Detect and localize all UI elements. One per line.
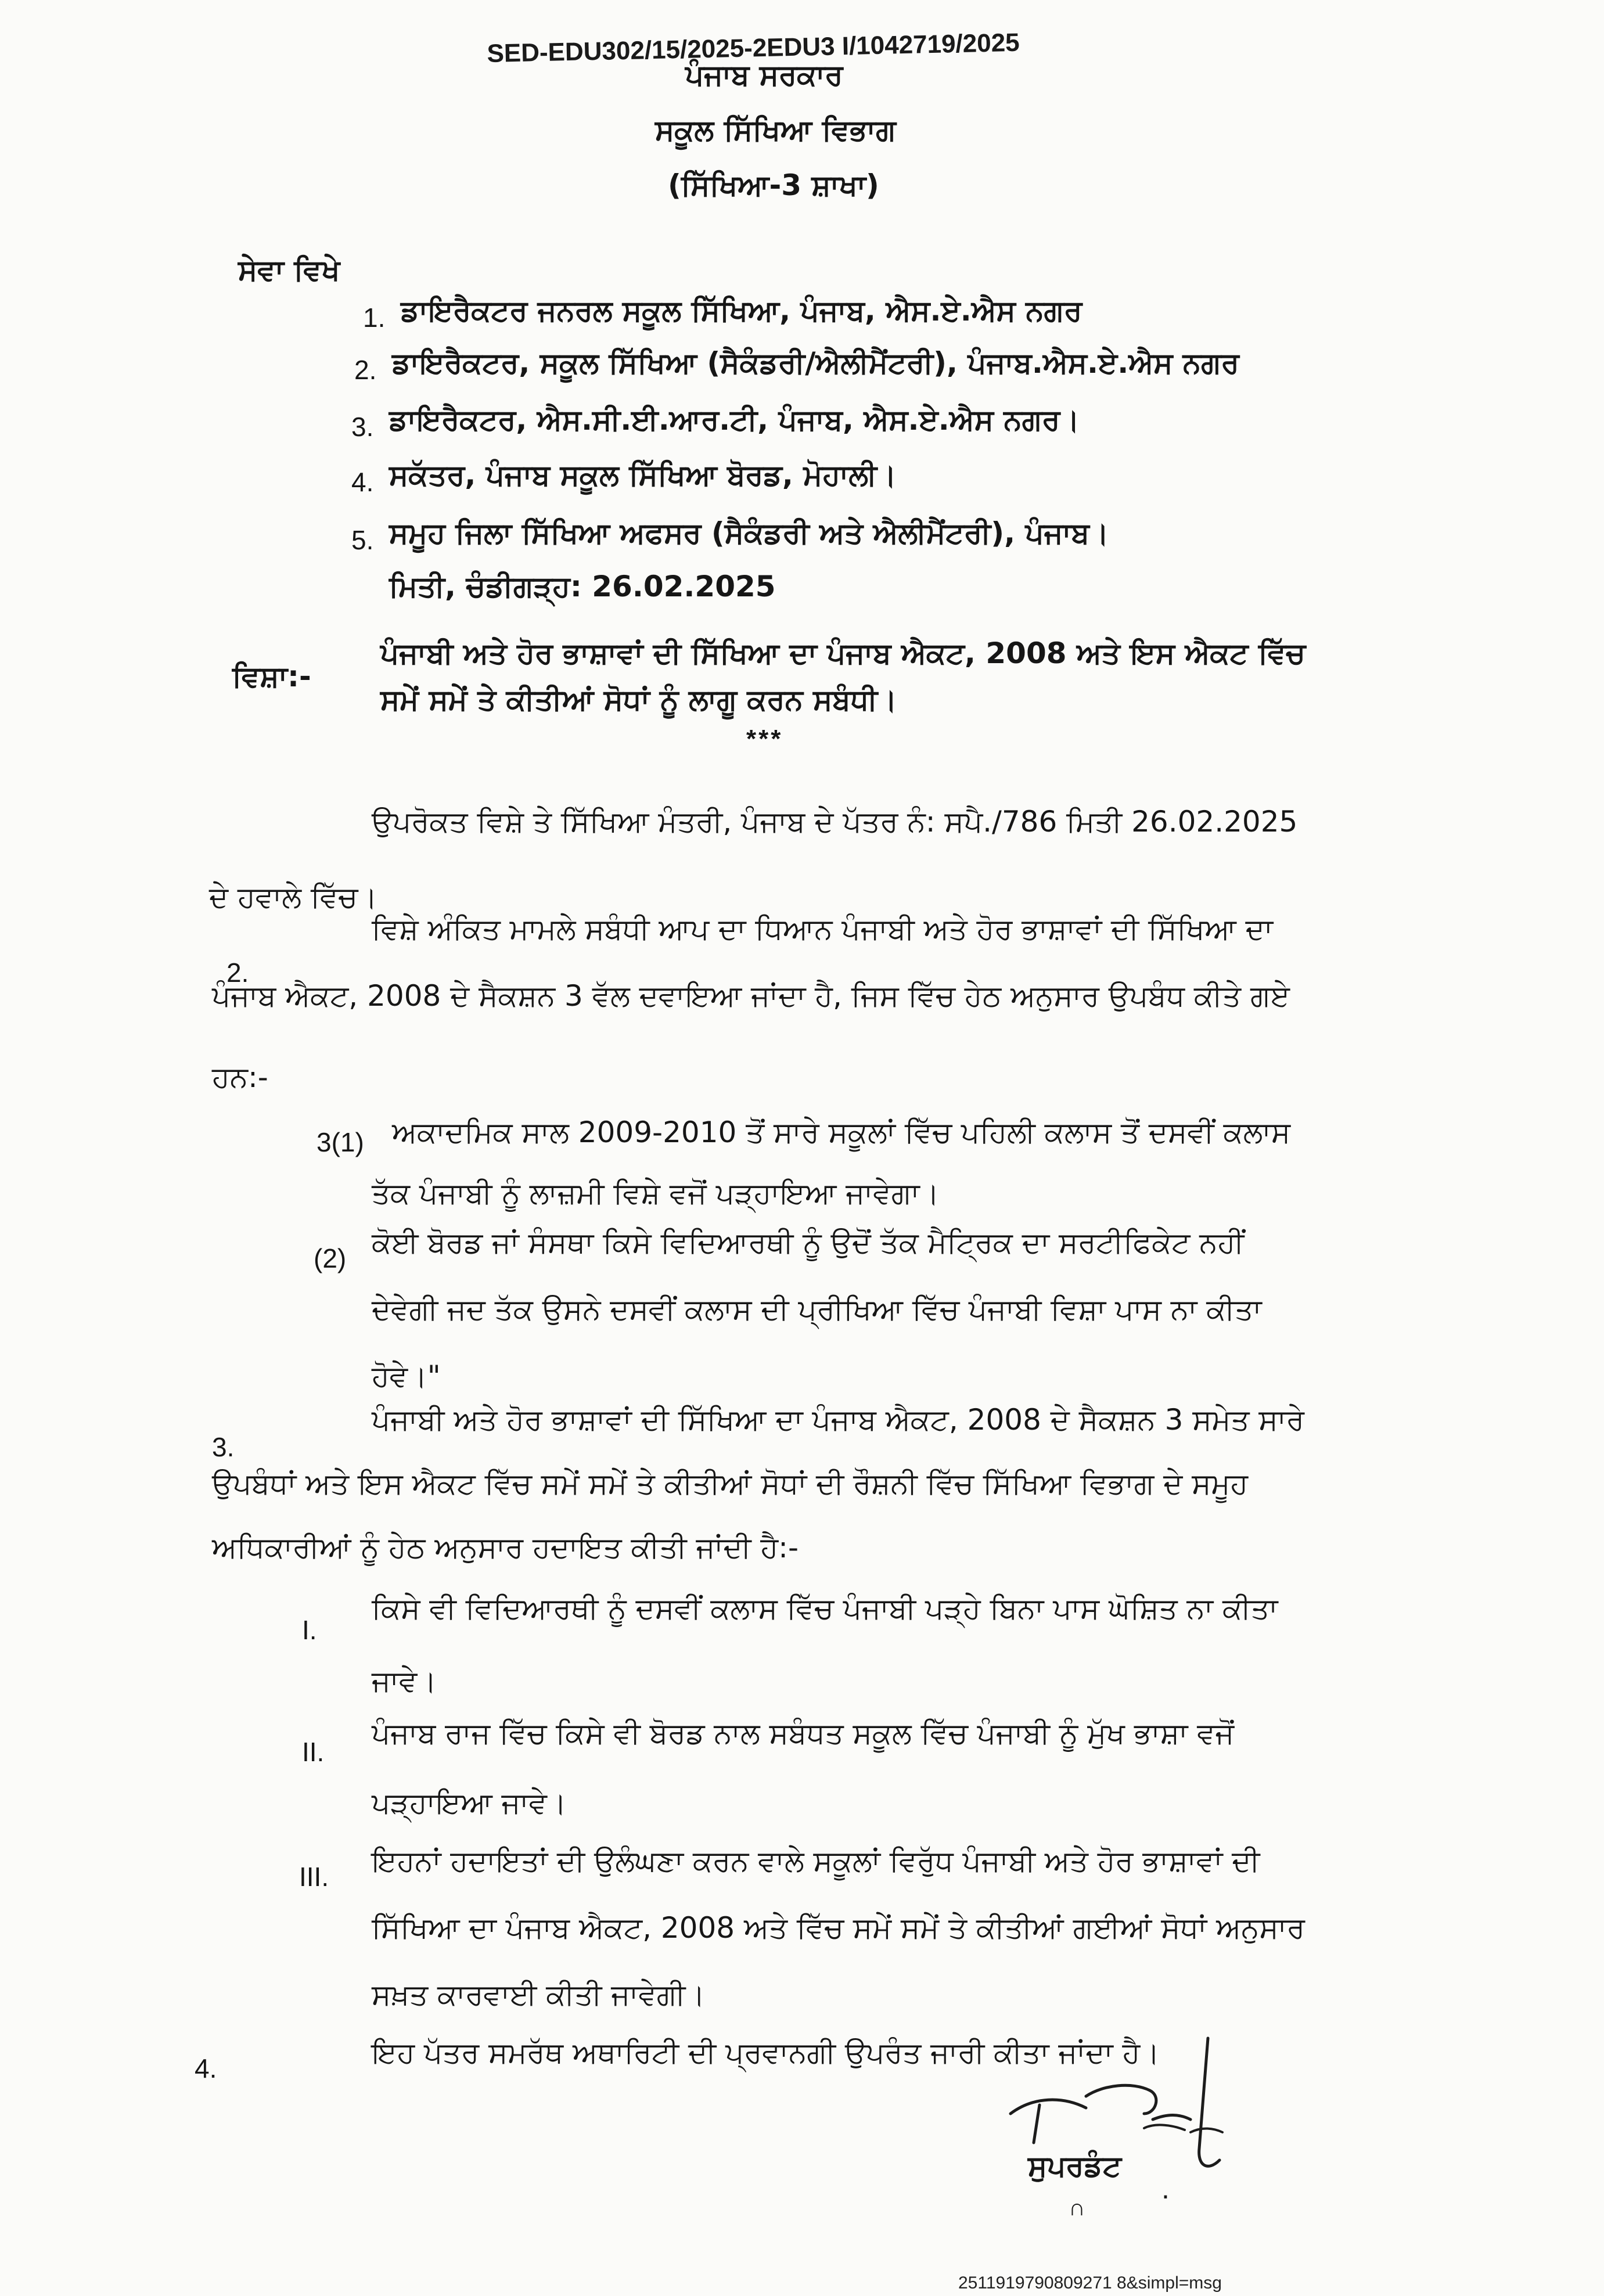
signatory-designation: ਸੁਪਰਡੰਟ bbox=[1028, 2149, 1122, 2183]
department-heading: ਸਕੂਲ ਸਿੱਖਿਆ ਵਿਭਾਗ bbox=[655, 113, 896, 147]
addressee-number: 1. bbox=[363, 303, 386, 333]
addressee-number: 5. bbox=[351, 525, 374, 555]
addressee-number: 3. bbox=[351, 412, 374, 442]
branch-heading: (ਸਿੱਖਿਆ-3 ਸ਼ਾਖਾ) bbox=[668, 168, 879, 202]
section-number: (2) bbox=[314, 1243, 347, 1273]
instruction-line: ਇਹਨਾਂ ਹਦਾਇਤਾਂ ਦੀ ਉਲੰਘਣਾ ਕਰਨ ਵਾਲੇ ਸਕੂਲਾਂ ਵਿਰੁੱਧ ਪੰਜਾਬੀ ਅਤੇ ਹੋਰ ਭਾਸ਼ਾਵਾਂ ਦੀ bbox=[372, 1844, 1260, 1878]
paragraph-1-line: ਦੇ ਹਵਾਲੇ ਵਿੱਚ। bbox=[209, 880, 377, 914]
footer-code: 2511919790809271 8&simpl=msg bbox=[958, 2273, 1222, 2293]
addressee-item: ਡਾਇਰੈਕਟਰ ਜਨਰਲ ਸਕੂਲ ਸਿੱਖਿਆ, ਪੰਜਾਬ, ਐਸ.ਏ.ਐਸ ਨਗਰ bbox=[401, 294, 1082, 328]
section-3-1-line: ਤੱਕ ਪੰਜਾਬੀ ਨੂੰ ਲਾਜ਼ਮੀ ਵਿਸ਼ੇ ਵਜੋਂ ਪੜ੍ਹਾਇਆ ਜਾਵੇਗਾ। bbox=[372, 1176, 940, 1210]
signature-mark: . bbox=[1161, 2172, 1170, 2205]
instruction-line: ਜਾਵੇ। bbox=[372, 1664, 437, 1698]
government-heading: ਪੰਜਾਬ ਸਰਕਾਰ bbox=[685, 58, 843, 92]
subject-line: ਸਮੇਂ ਸਮੇਂ ਤੇ ਕੀਤੀਆਂ ਸੋਧਾਂ ਨੂੰ ਲਾਗੂ ਕਰਨ ਸਬੰਧੀ। bbox=[380, 683, 897, 717]
paragraph-3-line: ਅਧਿਕਾਰੀਆਂ ਨੂੰ ਹੇਠ ਅਨੁਸਾਰ ਹਦਾਇਤ ਕੀਤੀ ਜਾਂਦੀ ਹੈ:- bbox=[212, 1531, 799, 1564]
addressee-item: ਡਾਇਰੈਕਟਰ, ਐਸ.ਸੀ.ਈ.ਆਰ.ਟੀ, ਪੰਜਾਬ, ਐਸ.ਏ.ਐਸ ਨਗਰ। bbox=[389, 403, 1080, 437]
paragraph-4-number: 4. bbox=[195, 2053, 217, 2083]
addressee-number: 4. bbox=[351, 467, 374, 497]
addressee-intro: ਸੇਵਾ ਵਿਖੇ bbox=[238, 253, 340, 287]
letter-date: ਮਿਤੀ, ਚੰਡੀਗੜ੍ਹ: 26.02.2025 bbox=[389, 570, 776, 603]
paragraph-3-line: ਉਪਬੰਧਾਂ ਅਤੇ ਇਸ ਐਕਟ ਵਿੱਚ ਸਮੇਂ ਸਮੇਂ ਤੇ ਕੀਤੀਆਂ ਸੋਧਾਂ ਦੀ ਰੌਸ਼ਨੀ ਵਿੱਚ ਸਿੱਖਿਆ ਵਿਭਾਗ ਦੇ ਸਮੂਹ bbox=[212, 1467, 1249, 1500]
instruction-line: ਸਿੱਖਿਆ ਦਾ ਪੰਜਾਬ ਐਕਟ, 2008 ਅਤੇ ਵਿੱਚ ਸਮੇਂ ਸਮੇਂ ਤੇ ਕੀਤੀਆਂ ਗਈਆਂ ਸੋਧਾਂ ਅਨੁਸਾਰ bbox=[372, 1911, 1305, 1945]
instruction-number: I. bbox=[302, 1615, 317, 1645]
reference-number: SED-EDU302/15/2025-2EDU3 I/1042719/2025 bbox=[487, 28, 1020, 68]
paragraph-4-line: ਇਹ ਪੱਤਰ ਸਮਰੱਥ ਅਥਾਰਿਟੀ ਦੀ ਪ੍ਰਵਾਨਗੀ ਉਪਰੰਤ ਜਾਰੀ ਕੀਤਾ ਜਾਂਦਾ ਹੈ। bbox=[372, 2036, 1160, 2070]
section-3-2-line: ਦੇਵੇਗੀ ਜਦ ਤੱਕ ਉਸਨੇ ਦਸਵੀਂ ਕਲਾਸ ਦੀ ਪ੍ਰੀਖਿਆ ਵਿੱਚ ਪੰਜਾਬੀ ਵਿਸ਼ਾ ਪਾਸ ਨਾ ਕੀਤਾ bbox=[372, 1293, 1262, 1326]
addressee-item: ਡਾਇਰੈਕਟਰ, ਸਕੂਲ ਸਿੱਖਿਆ (ਸੈਕੰਡਰੀ/ਐਲੀਮੈਂਟਰੀ), ਪੰਜਾਬ.ਐਸ.ਏ.ਐਸ ਨਗਰ bbox=[392, 346, 1239, 380]
section-number: 3(1) bbox=[317, 1127, 364, 1157]
subject-label: ਵਿਸ਼ਾ:- bbox=[232, 660, 311, 693]
section-3-2-line: ਹੋਵੇ।" bbox=[372, 1359, 441, 1393]
paragraph-2-number: 2. bbox=[226, 958, 249, 988]
addressee-number: 2. bbox=[354, 355, 377, 385]
instruction-line: ਕਿਸੇ ਵੀ ਵਿਦਿਆਰਥੀ ਨੂੰ ਦਸਵੀਂ ਕਲਾਸ ਵਿੱਚ ਪੰਜਾਬੀ ਪੜ੍ਹੇ ਬਿਨਾ ਪਾਸ ਘੋਸ਼ਿਤ ਨਾ ਕੀਤਾ bbox=[372, 1592, 1278, 1625]
addressee-item: ਸਕੱਤਰ, ਪੰਜਾਬ ਸਕੂਲ ਸਿੱਖਿਆ ਬੋਰਡ, ਮੋਹਾਲੀ। bbox=[389, 458, 897, 492]
paragraph-1-line: ਉਪਰੋਕਤ ਵਿਸ਼ੇ ਤੇ ਸਿੱਖਿਆ ਮੰਤਰੀ, ਪੰਜਾਬ ਦੇ ਪੱਤਰ ਨੰ: ਸਪੈ./786 ਮਿਤੀ 26.02.2025 bbox=[372, 805, 1298, 838]
section-3-2-line: ਕੋਈ ਬੋਰਡ ਜਾਂ ਸੰਸਥਾ ਕਿਸੇ ਵਿਦਿਆਰਥੀ ਨੂੰ ਉਦੋਂ ਤੱਕ ਮੈਟ੍ਰਿਕ ਦਾ ਸਰਟੀਫਿਕੇਟ ਨਹੀਂ bbox=[372, 1226, 1245, 1259]
paragraph-3-number: 3. bbox=[212, 1432, 235, 1462]
instruction-number: II. bbox=[302, 1737, 325, 1767]
instruction-number: III. bbox=[299, 1862, 329, 1892]
addressee-item: ਸਮੂਹ ਜਿਲਾ ਸਿੱਖਿਆ ਅਫਸਰ (ਸੈਕੰਡਰੀ ਅਤੇ ਐਲੀਮੈਂਟਰੀ), ਪੰਜਾਬ। bbox=[389, 516, 1109, 550]
paragraph-2-line: ਪੰਜਾਬ ਐਕਟ, 2008 ਦੇ ਸੈਕਸ਼ਨ 3 ਵੱਲ ਦਵਾਇਆ ਜਾਂਦਾ ਹੈ, ਜਿਸ ਵਿੱਚ ਹੇਠ ਅਨੁਸਾਰ ਉਪਬੰਧ ਕੀਤੇ ਗਏ bbox=[212, 979, 1290, 1013]
instruction-line: ਪੰਜਾਬ ਰਾਜ ਵਿੱਚ ਕਿਸੇ ਵੀ ਬੋਰਡ ਨਾਲ ਸਬੰਧਤ ਸਕੂਲ ਵਿੱਚ ਪੰਜਾਬੀ ਨੂੰ ਮੁੱਖ ਭਾਸ਼ਾ ਵਜੋਂ bbox=[372, 1716, 1235, 1750]
subject-separator: *** bbox=[746, 725, 783, 753]
paragraph-2-line: ਵਿਸ਼ੇ ਅੰਕਿਤ ਮਾਮਲੇ ਸਬੰਧੀ ਆਪ ਦਾ ਧਿਆਨ ਪੰਜਾਬੀ ਅਤੇ ਹੋਰ ਭਾਸ਼ਾਵਾਂ ਦੀ ਸਿੱਖਿਆ ਦਾ bbox=[372, 912, 1274, 946]
paragraph-3-line: ਪੰਜਾਬੀ ਅਤੇ ਹੋਰ ਭਾਸ਼ਾਵਾਂ ਦੀ ਸਿੱਖਿਆ ਦਾ ਪੰਜਾਬ ਐਕਟ, 2008 ਦੇ ਸੈਕਸ਼ਨ 3 ਸਮੇਤ ਸਾਰੇ bbox=[372, 1403, 1305, 1437]
section-3-1-line: ਅਕਾਦਮਿਕ ਸਾਲ 2009-2010 ਤੋਂ ਸਾਰੇ ਸਕੂਲਾਂ ਵਿੱਚ ਪਹਿਲੀ ਕਲਾਸ ਤੋਂ ਦਸਵੀਂ ਕਲਾਸ bbox=[392, 1115, 1291, 1149]
instruction-line: ਸਖ਼ਤ ਕਾਰਵਾਈ ਕੀਤੀ ਜਾਵੇਗੀ। bbox=[372, 1978, 706, 2011]
paragraph-2-line: ਹਨ:- bbox=[212, 1060, 268, 1094]
instruction-line: ਪੜ੍ਹਾਇਆ ਜਾਵੇ। bbox=[372, 1786, 567, 1820]
subject-line: ਪੰਜਾਬੀ ਅਤੇ ਹੋਰ ਭਾਸ਼ਾਵਾਂ ਦੀ ਸਿੱਖਿਆ ਦਾ ਪੰਜਾਬ ਐਕਟ, 2008 ਅਤੇ ਇਸ ਐਕਟ ਵਿੱਚ bbox=[380, 636, 1306, 670]
initial-mark: ∩ bbox=[1069, 2195, 1085, 2221]
